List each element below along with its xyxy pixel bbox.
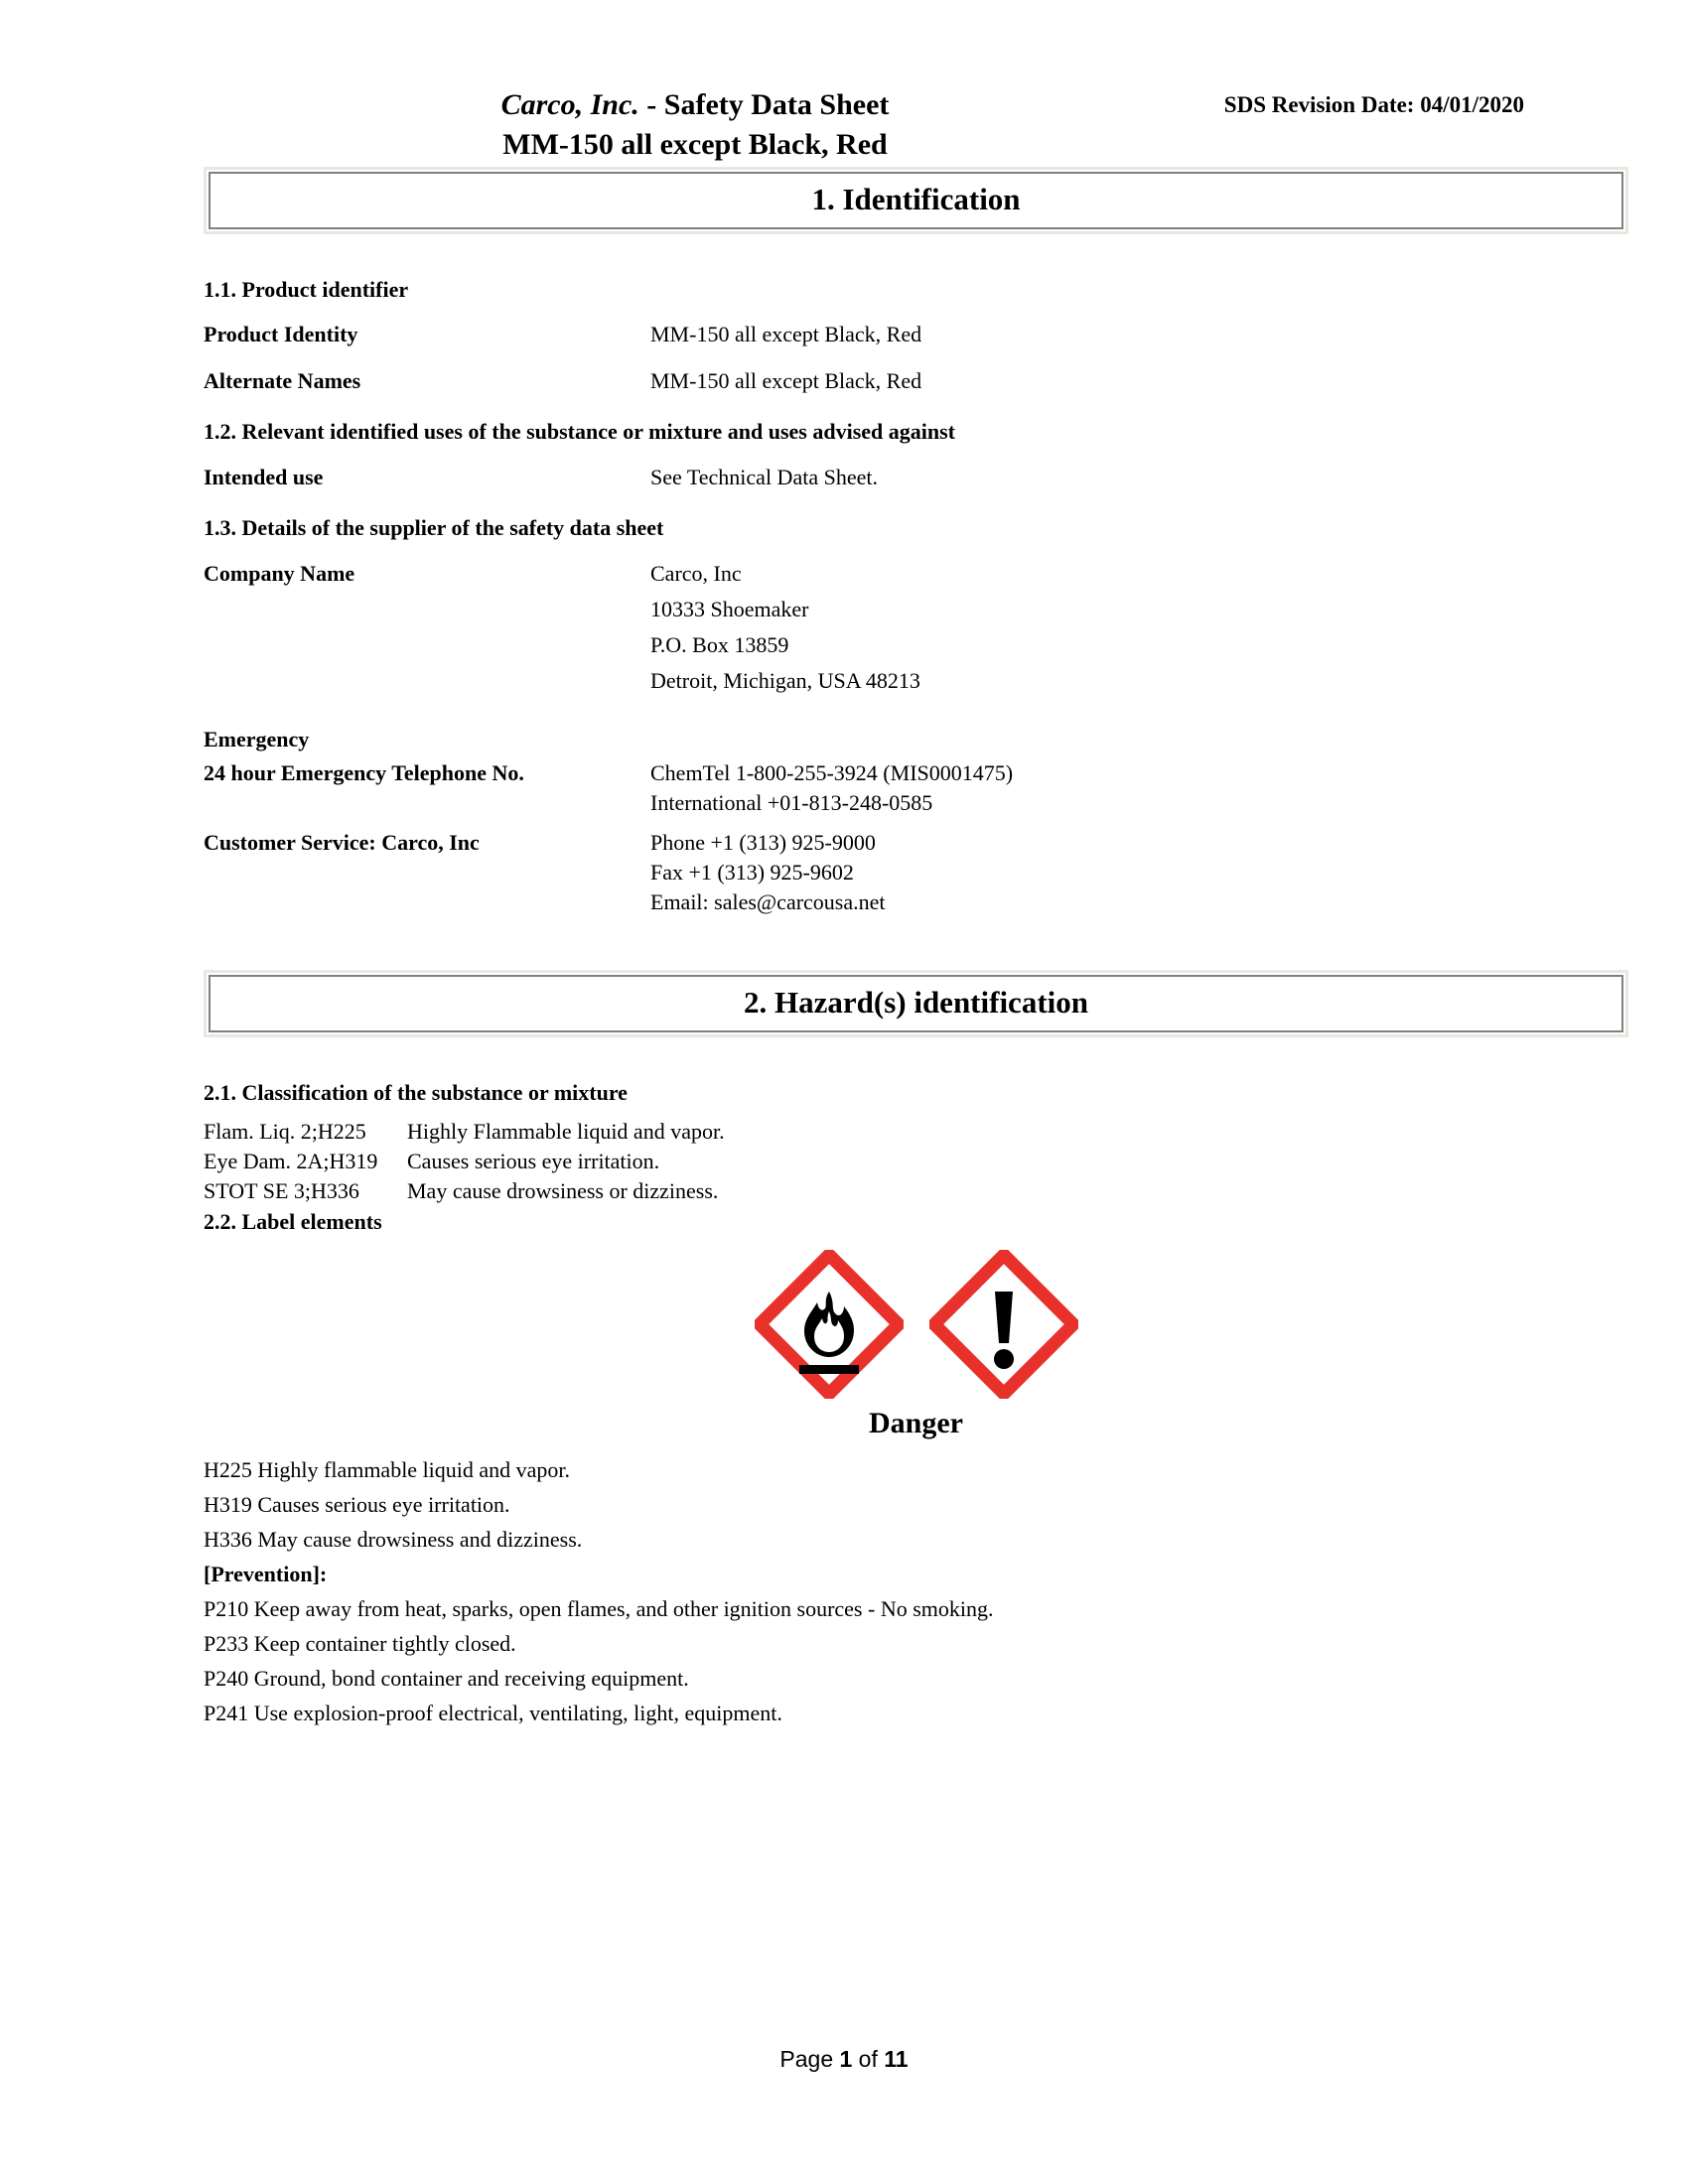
hazard-statement: H225 Highly flammable liquid and vapor.	[204, 1457, 571, 1482]
emergency-telephone-row	[204, 758, 1628, 820]
prevention-statement: P241 Use explosion-proof electrical, ventilating, light, equipment.	[204, 1701, 782, 1725]
hazard-statement-list	[204, 1455, 1628, 1555]
company-address-line-3: Detroit, Michigan, USA 48213	[650, 668, 920, 693]
section-2-title: 2. Hazard(s) identification	[744, 985, 1088, 1020]
emergency-heading: Emergency	[204, 727, 310, 751]
section-2-content	[204, 1079, 1628, 1728]
classification-code: STOT SE 3;H336	[204, 1178, 359, 1203]
classification-code: Flam. Liq. 2;H225	[204, 1119, 366, 1144]
prevention-statement: P210 Keep away from heat, sparks, open flames, and other ignition sources - No smoking.	[204, 1596, 994, 1621]
emergency-telephone-label: 24 hour Emergency Telephone No.	[204, 760, 524, 785]
prevention-heading: [Prevention]:	[204, 1562, 328, 1586]
emergency-telephone-values	[650, 758, 1013, 818]
section-2-header-inner	[209, 975, 1623, 1032]
hazard-statement: H319 Causes serious eye irritation.	[204, 1492, 510, 1517]
product-identity-row	[204, 320, 1628, 349]
subsection-1-1-heading: 1.1. Product identifier	[204, 277, 409, 302]
classification-description: May cause drowsiness or dizziness.	[407, 1178, 719, 1203]
section-1-content	[204, 276, 1628, 922]
ghs07-exclamation-pictogram	[929, 1250, 1078, 1399]
footer-page-prefix: Page	[779, 2046, 840, 2072]
footer-page-middle: of	[852, 2046, 885, 2072]
classification-description: Highly Flammable liquid and vapor.	[407, 1119, 725, 1144]
alternate-names-row	[204, 366, 1628, 396]
document-type-title: - Safety Data Sheet	[638, 88, 890, 121]
footer-page-number: 1	[839, 2046, 853, 2072]
customer-service-email: Email: sales@carcousa.net	[650, 889, 886, 914]
prevention-statement-list	[204, 1594, 1628, 1728]
company-address-block	[650, 559, 920, 696]
customer-service-values	[650, 828, 886, 917]
intended-use-row	[204, 463, 1628, 492]
subsection-2-1-heading: 2.1. Classification of the substance or mixture	[204, 1080, 628, 1105]
section-1-header-bar	[204, 167, 1628, 234]
section-2-header-bar	[204, 970, 1628, 1037]
signal-word: Danger	[869, 1407, 963, 1439]
sds-revision-date: SDS Revision Date: 04/01/2020	[1223, 92, 1524, 117]
intended-use-value: See Technical Data Sheet.	[650, 465, 878, 489]
customer-service-row	[204, 828, 1628, 922]
company-name-title: Carco, Inc.	[500, 88, 639, 121]
prevention-statement: P240 Ground, bond container and receiving equipment.	[204, 1666, 689, 1691]
subsection-1-3-heading: 1.3. Details of the supplier of the safety data sheet	[204, 515, 664, 540]
company-name-row	[204, 559, 1628, 703]
customer-service-label: Customer Service: Carco, Inc	[204, 830, 480, 855]
company-address-line-2: P.O. Box 13859	[650, 632, 789, 657]
document-header	[0, 0, 1688, 161]
company-address-line-1: 10333 Shoemaker	[650, 597, 809, 621]
product-identity-value: MM-150 all except Black, Red	[650, 322, 922, 346]
classification-code: Eye Dam. 2A;H319	[204, 1149, 378, 1173]
footer-total-pages: 11	[884, 2046, 909, 2072]
classification-row	[204, 1147, 1628, 1176]
subsection-1-2-heading: 1.2. Relevant identified uses of the substance or mixture and uses advised against	[204, 419, 956, 444]
ghs02-flame-pictogram	[755, 1250, 904, 1399]
ghs-pictogram-row	[755, 1250, 1078, 1399]
alternate-names-label: Alternate Names	[204, 368, 361, 393]
header-title-line-1	[0, 85, 1390, 125]
section-1-title: 1. Identification	[811, 182, 1021, 216]
page-footer	[0, 2046, 1688, 2073]
ghs-pictogram-area	[204, 1250, 1628, 1441]
section-1-header-inner	[209, 172, 1623, 229]
product-identity-label: Product Identity	[204, 322, 358, 346]
company-name-label: Company Name	[204, 561, 355, 586]
prevention-statement: P233 Keep container tightly closed.	[204, 1631, 516, 1656]
customer-service-phone: Phone +1 (313) 925-9000	[650, 830, 876, 855]
header-product-line: MM-150 all except Black, Red	[502, 128, 888, 161]
hazard-statement: H336 May cause drowsiness and dizziness.	[204, 1527, 583, 1552]
emergency-phone-international: International +01-813-248-0585	[650, 790, 933, 815]
emergency-phone-chemtel: ChemTel 1-800-255-3924 (MIS0001475)	[650, 760, 1014, 785]
company-name-value: Carco, Inc	[650, 561, 742, 586]
alternate-names-value: MM-150 all except Black, Red	[650, 368, 922, 393]
classification-description: Causes serious eye irritation.	[407, 1149, 660, 1173]
subsection-2-2-heading: 2.2. Label elements	[204, 1209, 382, 1234]
classification-list	[204, 1117, 1628, 1206]
classification-row	[204, 1117, 1628, 1147]
classification-row	[204, 1176, 1628, 1206]
customer-service-fax: Fax +1 (313) 925-9602	[650, 860, 854, 885]
intended-use-label: Intended use	[204, 465, 324, 489]
